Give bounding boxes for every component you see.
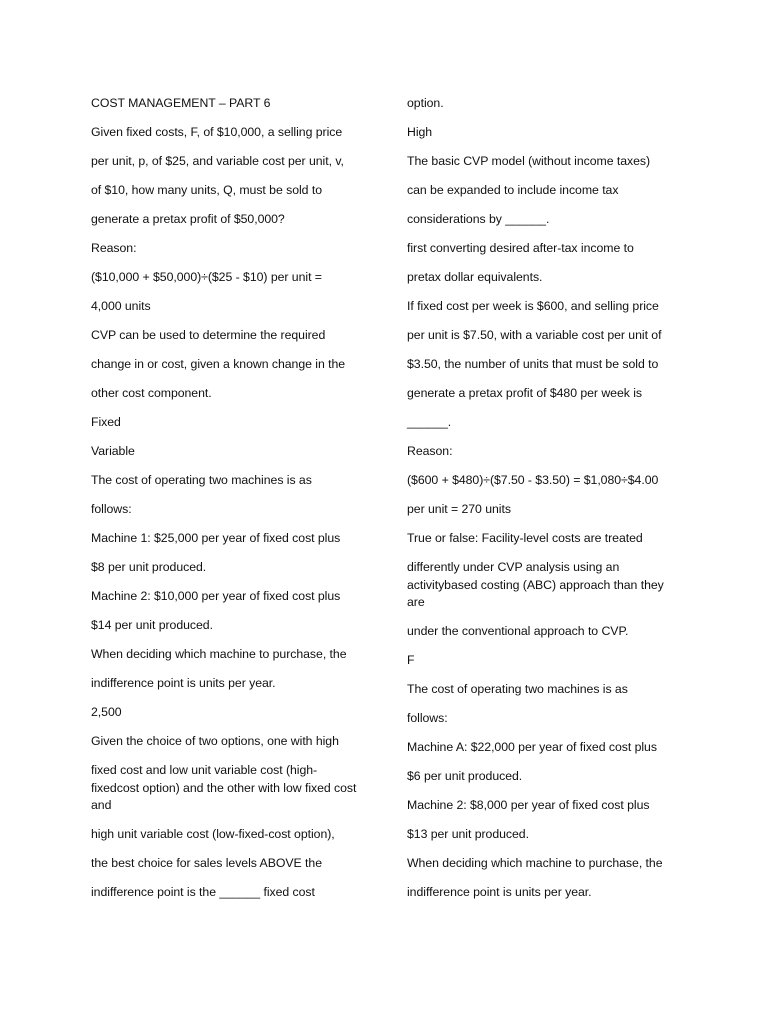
- text-line: The basic CVP model (without income taxes): [407, 154, 651, 168]
- text-line: The cost of operating two machines is as: [407, 682, 628, 696]
- text-line: If fixed cost per week is $600, and selling price: [407, 299, 659, 313]
- text-line: of $10, how many units, Q, must be sold to: [91, 183, 322, 197]
- right-text-column: [407, 89, 682, 907]
- text-line: 4,000 units: [91, 299, 151, 313]
- text-line: differently under CVP analysis using an activitybased costing (ABC) approach than they are: [407, 560, 664, 609]
- text-line: option.: [407, 96, 444, 110]
- text-line: Machine A: $22,000 per year of fixed cost plus: [407, 740, 657, 754]
- text-line: True or false: Facility-level costs are treated: [407, 531, 643, 545]
- text-line: fixed cost and low unit variable cost (high-fixedcost option) and the other with low fixed cost and: [91, 763, 357, 812]
- text-line: CVP can be used to determine the required: [91, 328, 326, 342]
- text-line: F: [407, 653, 415, 667]
- text-line: High: [407, 125, 433, 139]
- text-line: the best choice for sales levels ABOVE the: [91, 856, 322, 870]
- text-line: first converting desired after-tax income to: [407, 241, 634, 255]
- text-line: per unit is $7.50, with a variable cost per unit of: [407, 328, 662, 342]
- text-line: ($10,000 + $50,000)÷($25 - $10) per unit =: [91, 270, 322, 284]
- text-line: high unit variable cost (low-fixed-cost option),: [91, 827, 335, 841]
- text-line: other cost component.: [91, 386, 212, 400]
- text-line: 2,500: [91, 705, 122, 719]
- text-line: under the conventional approach to CVP.: [407, 624, 629, 638]
- text-line: pretax dollar equivalents.: [407, 270, 543, 284]
- text-line: Reason:: [91, 241, 137, 255]
- text-line: ______.: [407, 415, 452, 429]
- text-line: follows:: [407, 711, 448, 725]
- text-line: $3.50, the number of units that must be sold to: [407, 357, 659, 371]
- text-line: $8 per unit produced.: [91, 560, 207, 574]
- text-line: generate a pretax profit of $50,000?: [91, 212, 285, 226]
- text-line: Given fixed costs, F, of $10,000, a selling price: [91, 125, 343, 139]
- text-line: can be expanded to include income tax: [407, 183, 619, 197]
- text-line: When deciding which machine to purchase, the: [407, 856, 663, 870]
- text-line: indifference point is the ______ fixed cost: [91, 885, 315, 899]
- text-line: Given the choice of two options, one with high: [91, 734, 339, 748]
- text-line: ($600 + $480)÷($7.50 - $3.50) = $1,080÷$4.00: [407, 473, 659, 487]
- text-line: Fixed: [91, 415, 121, 429]
- text-line: When deciding which machine to purchase, the: [91, 647, 347, 661]
- text-line: indifference point is units per year.: [407, 885, 592, 899]
- document-title: COST MANAGEMENT – PART 6: [91, 96, 271, 110]
- text-line: $6 per unit produced.: [407, 769, 523, 783]
- text-line: considerations by ______.: [407, 212, 550, 226]
- text-line: per unit, p, of $25, and variable cost per unit, v,: [91, 154, 344, 168]
- text-line: $13 per unit produced.: [407, 827, 529, 841]
- text-line: generate a pretax profit of $480 per week is: [407, 386, 643, 400]
- text-line: change in or cost, given a known change in the: [91, 357, 346, 371]
- text-line: Machine 2: $8,000 per year of fixed cost plus: [407, 798, 650, 812]
- text-line: Machine 2: $10,000 per year of fixed cost plus: [91, 589, 341, 603]
- text-line: Variable: [91, 444, 135, 458]
- text-line: The cost of operating two machines is as: [91, 473, 312, 487]
- left-text-column: [91, 89, 363, 907]
- text-line: follows:: [91, 502, 132, 516]
- text-line: indifference point is units per year.: [91, 676, 276, 690]
- text-line: $14 per unit produced.: [91, 618, 213, 632]
- text-line: Machine 1: $25,000 per year of fixed cost plus: [91, 531, 341, 545]
- text-line: Reason:: [407, 444, 453, 458]
- text-line: per unit = 270 units: [407, 502, 511, 516]
